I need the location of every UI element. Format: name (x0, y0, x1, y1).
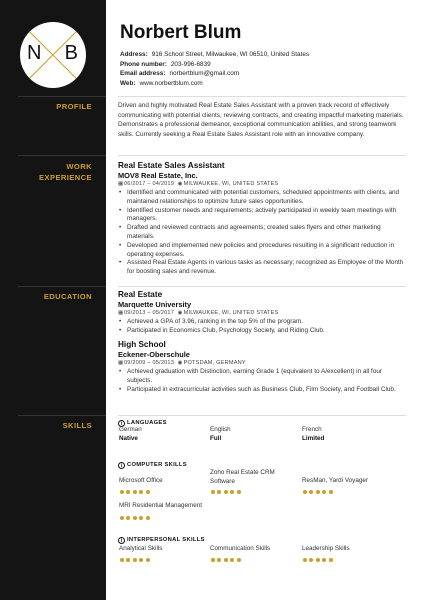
rating-dot (309, 558, 313, 562)
rating-dot (120, 558, 124, 562)
education-entry (118, 290, 408, 336)
rating-dot (146, 516, 150, 520)
skill-rating (211, 490, 241, 494)
education-location: POTSDAM, GERMANY (183, 360, 246, 366)
web-label: Web: (120, 79, 136, 87)
info-circle-icon: i (118, 462, 125, 469)
rating-dot (126, 558, 130, 562)
interpersonal-skills-heading (118, 536, 408, 545)
rating-dot (316, 558, 320, 562)
rating-dot (303, 558, 307, 562)
rating-dot (224, 490, 228, 494)
web-value[interactable]: www.norbertblum.com (139, 79, 203, 87)
education-meta (118, 359, 408, 368)
divider (18, 415, 106, 416)
contact-email (120, 69, 309, 79)
rating-dot (146, 490, 150, 494)
work-entry (118, 161, 408, 277)
education-bullets (118, 368, 408, 394)
education-dates: 09/2013 – 05/2017 (124, 310, 175, 316)
interpersonal-skill-name: Leadership Skills (302, 545, 350, 552)
location-pin-icon: ◉ (177, 310, 183, 316)
employer: MOV8 Real Estate, Inc. (118, 171, 198, 180)
computer-skill-name: MRI Residential Management (119, 502, 202, 509)
rating-dot (139, 516, 143, 520)
skill-rating (120, 516, 150, 520)
interpersonal-skill-name: Analytical Skills (119, 545, 163, 552)
address-label: Address: (120, 51, 148, 58)
degree-title: Real Estate (118, 290, 163, 299)
rating-dot (211, 490, 215, 494)
list-item: • Participated in Economics Club, Psychology Society, and Riding Club. (118, 327, 408, 336)
rating-dot (309, 490, 313, 494)
interpersonal-skill-name: Communication Skills (210, 545, 271, 552)
language-item (302, 426, 324, 443)
language-name: French (302, 426, 322, 433)
list-item: • Identified and communicated with potential customers, scheduled appointments with clients, and maintained relationships to optimize future sales opportunities. (118, 189, 408, 207)
rating-dot (126, 490, 130, 494)
education-location: MILWAUKEE, WI, UNITED STATES (183, 310, 279, 316)
contact-address (120, 50, 309, 60)
education-bullets (118, 318, 408, 336)
contact-phone (120, 60, 309, 70)
contact-web (120, 79, 309, 89)
education-entry (118, 340, 408, 394)
list-item: • Achieved a GPA of 3.96, ranking in the top 5% of the program. (118, 318, 408, 327)
language-level: Limited (302, 434, 325, 442)
language-item (119, 426, 142, 443)
interpersonal-skills-heading-label: INTERPERSONAL SKILLS (127, 537, 205, 543)
computer-skills-heading-label: COMPUTER SKILLS (127, 462, 187, 468)
language-level: Full (210, 434, 222, 442)
divider (18, 96, 106, 97)
rating-dot (237, 490, 241, 494)
initial-first: N (27, 42, 42, 64)
list-item: • Assisted Real Estate Agents in various tasks as necessary; recognized as Employee of the Month for boosting sales and revenue. (118, 259, 408, 277)
rating-dot (139, 490, 143, 494)
location-pin-icon: ◉ (177, 181, 183, 187)
education-meta (118, 309, 408, 318)
divider (118, 155, 406, 156)
rating-dot (237, 558, 241, 562)
job-meta (118, 180, 408, 189)
list-item: • Drafted and reviewed contracts and agreements; created sales flyers and other marketing materials. (118, 224, 408, 242)
job-bullets (118, 189, 408, 277)
section-title-work-line2: EXPERIENCE (39, 173, 92, 182)
computer-skill-name: Zoho Real Estate CRM Software (210, 469, 275, 485)
divider (118, 96, 406, 97)
divider (18, 155, 106, 156)
divider (18, 286, 106, 287)
rating-dot (120, 490, 124, 494)
rating-dot (211, 558, 215, 562)
address-value: 916 School Street, Milwaukee, WI 06510, United States (151, 51, 310, 58)
skill-rating (303, 558, 333, 562)
section-title-work (0, 161, 92, 183)
rating-dot (126, 516, 130, 520)
job-dates: 06/2017 – 04/2019 (124, 181, 175, 187)
list-item: • Identified customer needs and requirements; actively participated in weekly team meetings with managers. (118, 207, 408, 225)
degree-title: High School (118, 340, 166, 349)
skill-rating (120, 490, 150, 494)
phone-label: Phone number: (120, 60, 167, 68)
rating-dot (139, 558, 143, 562)
job-location: MILWAUKEE, WI, UNITED STATES (183, 181, 279, 187)
language-level: Native (119, 434, 138, 442)
calendar-icon: ▦ (118, 360, 124, 366)
calendar-icon: ▦ (118, 181, 124, 187)
skill-rating (120, 558, 150, 562)
school-name: Marquette University (118, 300, 192, 309)
contact-block (120, 50, 309, 88)
rating-dot (133, 558, 137, 562)
initial-last: B (64, 42, 78, 64)
rating-dot (329, 490, 333, 494)
email-value[interactable]: norbertblum@gmail.com (169, 70, 240, 78)
rating-dot (133, 516, 137, 520)
list-item: • Participated in extracurricular activities such as Business Club, Film Society, and Football Club. (118, 386, 408, 395)
rating-dot (217, 490, 221, 494)
section-title-work-line1: WORK (66, 162, 92, 171)
rating-dot (303, 490, 307, 494)
candidate-name: Norbert Blum (120, 22, 242, 43)
computer-skill-name: Microsoft Office (119, 477, 163, 484)
languages-heading-label: LANGUAGES (127, 420, 167, 426)
education-dates: 09/2009 – 05/2013 (124, 360, 175, 366)
rating-dot (316, 490, 320, 494)
rating-dot (133, 490, 137, 494)
skill-rating (211, 558, 241, 562)
divider (118, 415, 406, 416)
section-title-education: EDUCATION (43, 292, 92, 301)
info-circle-icon: i (118, 537, 125, 544)
rating-dot (120, 516, 124, 520)
sidebar (0, 0, 106, 600)
rating-dot (329, 558, 333, 562)
divider (118, 286, 406, 287)
location-pin-icon: ◉ (177, 360, 183, 366)
profile-summary: Driven and highly motivated Real Estate Sales Assistant with a proven track record of effectively communicating with potential clients, reviewing contracts, and creating impactful marketing materials. Demonstrates a professional demeanor, exceptional communication abilities, and strong teamwork skills. Currently seeking a Real Estate Sales Assistant role with an innovative company. (118, 102, 404, 138)
language-item (210, 426, 231, 443)
rating-dot (146, 558, 150, 562)
rating-dot (230, 558, 234, 562)
job-title: Real Estate Sales Assistant (118, 161, 225, 170)
initials-logo (20, 22, 86, 88)
rating-dot (224, 558, 228, 562)
phone-value: 203-996-6839 (170, 60, 211, 68)
list-item: • Developed and implemented new policies and procedures resulting in a significant reduction in operating expenses. (118, 242, 408, 260)
section-title-skills: SKILLS (62, 421, 92, 430)
list-item: • Achieved graduation with Distinction, earning Grade 1 (equivalent to A/excellent) in all four subjects. (118, 368, 408, 386)
rating-dot (217, 558, 221, 562)
info-circle-icon: i (118, 420, 125, 427)
language-name: English (210, 426, 231, 433)
section-title-profile: PROFILE (56, 102, 92, 111)
skill-rating (303, 490, 333, 494)
computer-skill-name: ResMan, Yardi Voyager (302, 477, 368, 484)
rating-dot (322, 558, 326, 562)
rating-dot (230, 490, 234, 494)
languages-heading (118, 419, 408, 428)
rating-dot (322, 490, 326, 494)
language-name: German (119, 426, 142, 433)
email-label: Email address: (120, 70, 166, 78)
school-name: Eckener-Oberschule (118, 350, 190, 359)
calendar-icon: ▦ (118, 310, 124, 316)
